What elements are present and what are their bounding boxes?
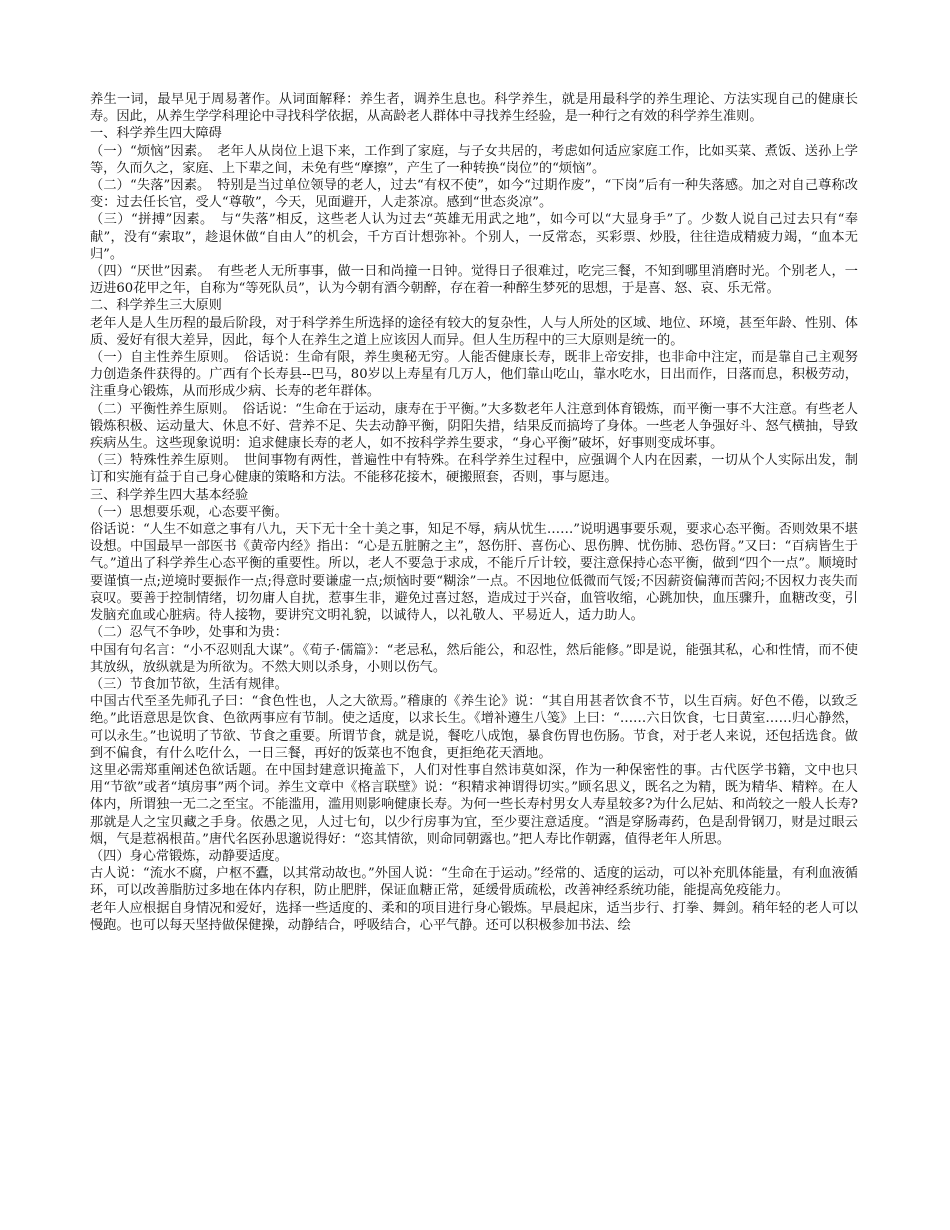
subheading: （三）节食加节欲，生活有规律。 bbox=[90, 676, 288, 692]
paragraph: 中国有句名言：“小不忍则乱大谋”。《荀子·儒篇》：“老忌私，然后能公，和忍性，然后能修。”即是说，能强其私，心和性情，而不使其放纵，放纵就是为所欲为。不然大则以杀身，小则以伤气。 bbox=[90, 642, 858, 675]
paragraph: 俗话说：“人生不如意之事有八九，天下无十全十美之事，知足不辱，病从忧生……”说明遇事要乐观，要求心态平衡。否则效果不堪设想。中国最早一部医书《黄帝内经》指出：“心是五脏腑之主”，怒伤肝、喜伤心、思伤脾、忧伤肺、恐伤肾。”又曰：“百病皆生于气。”道出了科学养生心态平衡的重要性。所以，老人不要急于求成，不能斤斤计较，要注意保持心态平衡，做到“四个一点”。顺境时要谨慎一点;逆境时要振作一点;得意时要谦虚一点;烦恼时要“糊涂”一点。不因地位低微而气馁;不因薪资偏薄而苦闷;不因权力丧失而哀叹。要善于控制情绪，切勿庸人自扰，惹事生非，避免过喜过怒，造成过于兴奋，血管收缩，心跳加快，血压骤升，血糖改变，引发脑充血或心脏病。待人接物，要讲究文明礼貌，以诚待人，以礼敬人、平易近人，适力助人。 bbox=[90, 522, 858, 624]
paragraph: 这里必需郑重阐述色欲话题。在中国封建意识掩盖下，人们对性事自然讳莫如深，作为一种保密性的事。古代医学书籍，文中也只用“节欲”或者“填房事”两个词。养生文章中《格言联壁》说：“积精求神谓得切实。”顾名思义，既名之为精，既为精华、精粹。在人体内，所谓独一无二之至宝。不能滥用，滥用则影响健康长寿。为何一些长寿村男女人寿星较多?为什么尼姑、和尚较之一般人长寿?那就是人之宝贝藏之手身。依愚之见，人过七旬，以少行房事为宜，至少要注意适度。“酒是穿肠毒药，色是刮骨钢刀，财是过眼云烟，气是惹祸根苗。”唐代名医孙思邈说得好：“恣其情欲，则命同朝露也。”把人寿比作朝露，值得老年人所思。 bbox=[90, 762, 858, 847]
paragraph: （四）“厌世”因素。 有些老人无所事事，做一日和尚撞一日钟。觉得日子很难过，吃完三餐，不知到哪里消磨时光。个别老人，一迈进60花甲之年，自称为“等死队员”，认为今朝有酒今朝醉，存在着一种醉生梦死的思想，于是喜、怒、哀、乐无常。 bbox=[90, 264, 858, 297]
document-body bbox=[90, 91, 858, 934]
subheading: （一）思想要乐观，心态要平衡。 bbox=[90, 504, 288, 520]
subheading: （二）忍气不争吵，处事和为贵： bbox=[90, 625, 288, 641]
paragraph: （一）自主性养生原则。 俗话说：生命有限，养生奥秘无穷。人能否健康长寿，既非上帝安排，也非命中注定，而是靠自己主观努力创造条件获得的。广西有个长寿县--巴马，80岁以上寿星有几万人，他们靠山吃山，靠水吃水，日出而作，日落而息，积极劳动，注重身心锻炼，从而形成少病、长寿的老年群体。 bbox=[90, 350, 858, 400]
paragraph: 中国古代至圣先师孔子曰：“食色性也，人之大欲焉。”稽康的《养生论》说：“其自用甚者饮食不节，以生百病。好色不倦，以致乏绝。”此语意思是饮食、色欲两事应有节制。使之适度，以求长生。《增补遵生八笺》上曰：“……六日饮食，七日黄室……归心静然，可以永生。”也说明了节欲、节食之重要。所谓节食，就是说，餐吃八成饱，暴食伤胃也伤肠。节食，对于老人来说，还包括选食。做到不偏食，有什么吃什么，一日三餐，再好的饭菜也不饱食，更拒绝花天酒地。 bbox=[90, 694, 858, 761]
paragraph: 老年人应根据自身情况和爱好，选择一些适度的、柔和的项目进行身心锻炼。早晨起床，适当步行、打拳、舞剑。稍年轻的老人可以慢跑。也可以每天坚持做保健操，动静结合，呼吸结合，心平气静。还可以积极参加书法、绘 bbox=[90, 900, 858, 933]
paragraph: （二）“失落”因素。 特别是当过单位领导的老人，过去“有权不使”，如今“过期作废”，“下岗”后有一种失落感。加之对自己尊称改变：过去任长官，受人“尊敬”，今天，见面避开，人走茶凉。感到“世态炎凉”。 bbox=[90, 178, 858, 211]
paragraph: 古人说：“流水不腐，户枢不蠹，以其常动故也。”外国人说：“生命在于运动。”经常的、适度的运动，可以补充肌体能量，有利血液循环，可以改善脂肪过多地在体内存积，防止肥胖，保证血糖正常，延缓骨质疏松，改善神经系统功能，能提高免疫能力。 bbox=[90, 866, 858, 899]
paragraph: 老年人是人生历程的最后阶段，对于科学养生所选择的途径有较大的复杂性，人与人所处的区域、地位、环境，甚至年龄、性别、体质、爱好有很大差异，因此，每个人在养生之道上应该因人而异。但人生历程中的三大原则是统一的。 bbox=[90, 315, 858, 348]
paragraph: （三）“拼搏”因素。 与“失落”相反，这些老人认为过去“英雄无用武之地”，如今可以“大显身手”了。少数人说自己过去只有“奉献”，没有“索取”，趁退休做“自由人”的机会，千方百计想弥补。个别人，一反常态，买彩票、炒股，往往造成精疲力竭，“血本无归”。 bbox=[90, 212, 858, 262]
section-heading: 三、科学养生四大基本经验 bbox=[90, 487, 249, 503]
paragraph: （三）特殊性养生原则。 世间事物有两性，普遍性中有特殊。在科学养生过程中，应强调个人内在因素，一切从个人实际出发，制订和实施有益于自己身心健康的策略和方法。不能移花接木，硬搬照套，否则，事与愿违。 bbox=[90, 453, 858, 486]
subheading: （四）身心常锻炼，动静要适度。 bbox=[90, 848, 288, 864]
section-heading: 一、科学养生四大障碍 bbox=[90, 126, 222, 142]
paragraph: （一）“烦恼”因素。 老年人从岗位上退下来，工作到了家庭，与子女共居的，考虑如何适应家庭工作，比如买菜、煮饭、送孙上学等，久而久之，家庭、上下辈之间，未免有些“摩擦”，产生了一种转换“岗位”的“烦恼”。 bbox=[90, 143, 858, 176]
intro-paragraph: 养生一词，最早见于周易著作。从词面解释：养生者，调养生息也。科学养生，就是用最科学的养生理论、方法实现自己的健康长寿。因此，从养生学学科理论中寻找科学依据，从高龄老人群体中寻找养生经验，是一种行之有效的科学养生准则。 bbox=[90, 92, 858, 125]
section-heading: 二、科学养生三大原则 bbox=[90, 298, 222, 314]
paragraph: （二）平衡性养生原则。 俗话说：“生命在于运动，康寿在于平衡。”大多数老年人注意到体育锻炼，而平衡一事不大注意。有些老人锻炼积极、运动量大、休息不好、营养不足、失去动静平衡，阴阳失措，结果反而搞垮了身体。一些老人争强好斗、怒气横抽，导致疾病丛生。这些现象说明：追求健康长寿的老人，如不按科学养生要求，“身心平衡”破坏，好事则变成坏事。 bbox=[90, 401, 858, 452]
